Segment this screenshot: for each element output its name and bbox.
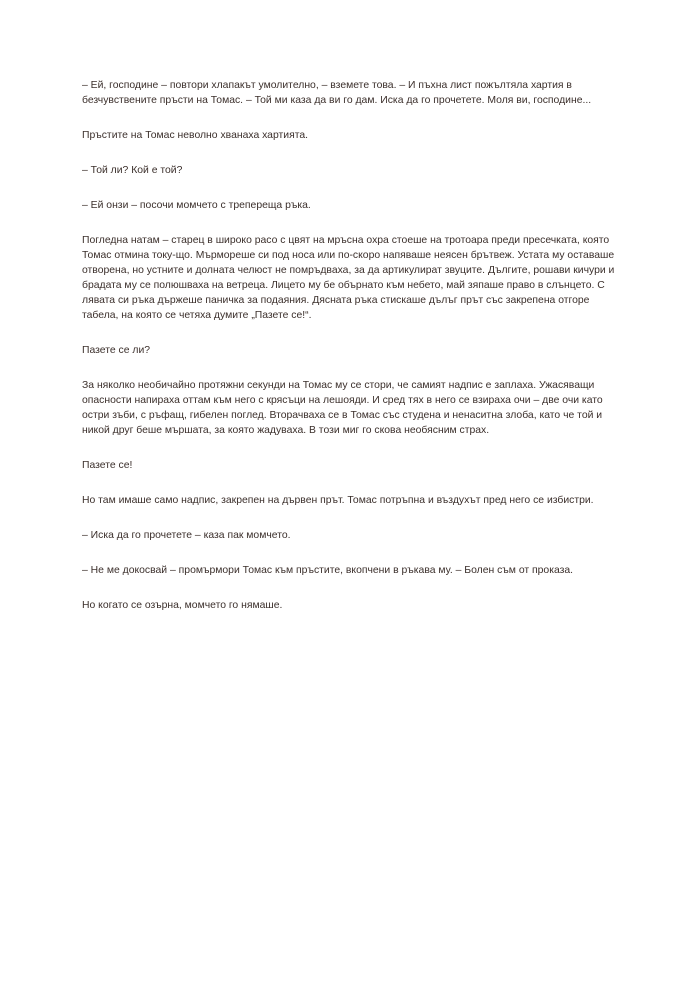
paragraph-11: – Не ме докосвай – промърмори Томас към пръстите, вкопчени в ръкава му. – Болен съм от проказа. — [82, 565, 574, 576]
paragraph-5: Погледна натам – старец в широко расо с цвят на мръсна охра стоеше на тротоара преди пресечката, която Томас отмина току-що. Мърмореше си под носа или по-скоро напяваше неясен брътвеж. Устата му оставаше отворена, но устните и долната челюст не помръдваха, за да артикулират звуците. Дългите, рошави кичури и брадата му се полюшваха на ветреца. Лицето му бе обърнато към небето, май зяпаше право в слънцето. С лявата си ръка държеше паничка за подаяния. Дясната ръка стискаше дълъг прът със закрепена отгоре табела, на която се четяха думите „Пазете се!“. — [82, 235, 615, 321]
story-text — [82, 78, 622, 613]
paragraph-8: Пазете се! — [82, 460, 133, 471]
paragraph-2: Пръстите на Томас неволно хванаха хартията. — [82, 130, 309, 141]
paragraph-3: – Той ли? Кой е той? — [82, 165, 183, 176]
paragraph-1: – Ей, господине – повтори хлапакът умолително, – вземете това. – И пъхна лист пожълтяла хартия в безчувствените пръсти на Томас. – Той ми каза да ви го дам. Иска да го прочетете. Моля ви, господине... — [82, 80, 592, 106]
paragraph-4: – Ей онзи – посочи момчето с трепереща ръка. — [82, 200, 311, 211]
paragraph-6: Пазете се ли? — [82, 345, 151, 356]
paragraph-10: – Иска да го прочетете – каза пак момчето. — [82, 530, 291, 541]
paragraph-9: Но там имаше само надпис, закрепен на дървен прът. Томас потръпна и въздухът пред него се избистри. — [82, 495, 594, 506]
paragraph-12: Но когато се озърна, момчето го нямаше. — [82, 600, 283, 611]
paragraph-7: За няколко необичайно протяжни секунди на Томас му се стори, че самият надпис е заплаха. Ужасяващи опасности напираха оттам към него с крясъци на лешояди. И сред тях в него се взираха очи – две очи като остри зъби, с ръфащ, гибелен поглед. Вторачваха се в Томас със студена и ненаситна злоба, като че той и никой друг беше мършата, за която жадуваха. В този миг го скова необясним страх. — [82, 380, 603, 436]
